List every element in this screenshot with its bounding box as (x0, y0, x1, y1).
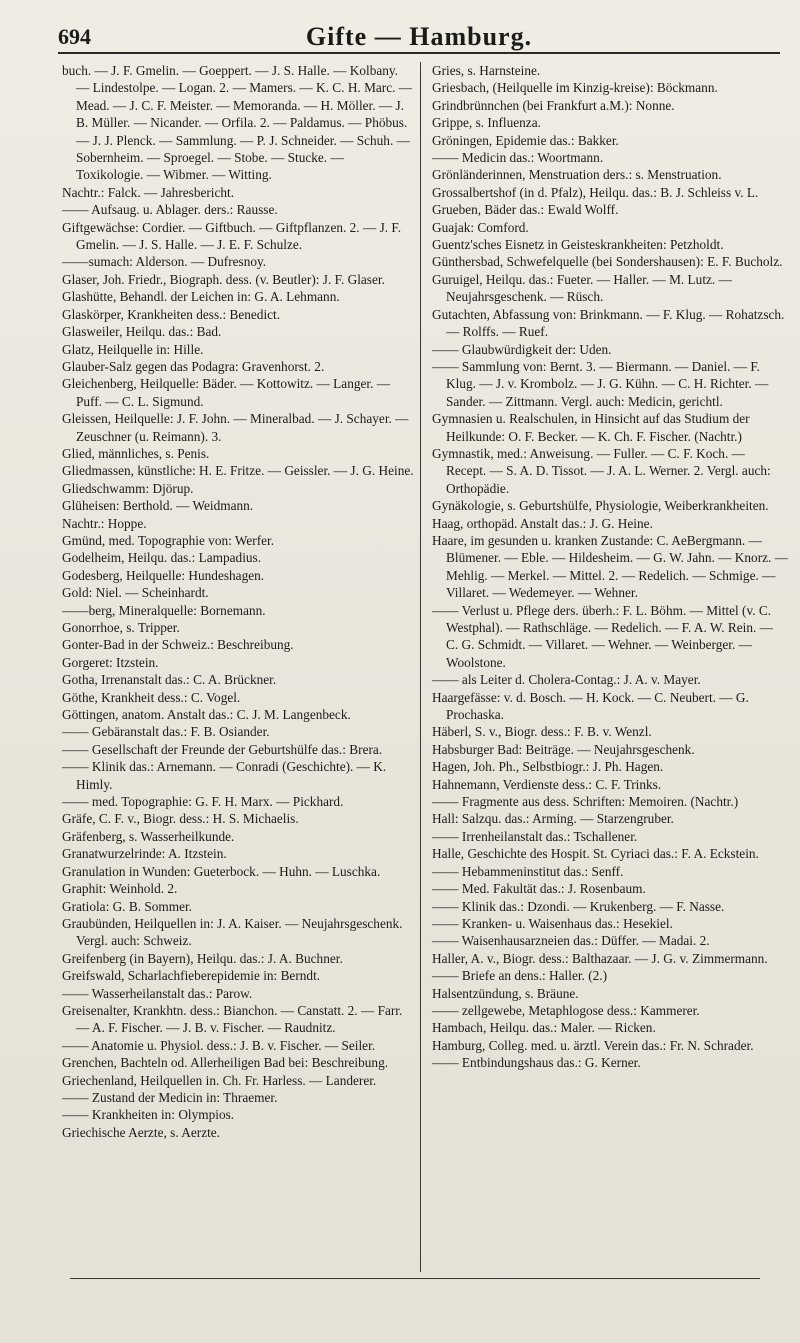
index-entry: Godelheim, Heilqu. das.: Lampadius. (62, 550, 262, 566)
index-entry: Halsentzündung, s. Bräune. (432, 985, 579, 1001)
left-column (62, 62, 414, 1141)
index-entry: —— med. Topographie: G. F. H. Marx. — Pickhard. (62, 794, 344, 810)
index-entry: Gutachten, Abfassung von: Brinkmann. — F. Klug. — Rohatzsch. — Rolffs. — Ruef. (432, 306, 785, 340)
index-entry: Greifenberg (in Bayern), Heilqu. das.: J. A. Buchner. (62, 950, 343, 966)
index-entry: Greifswald, Scharlachfieberepidemie in: Berndt. (62, 968, 321, 984)
index-entry: Gonorrhoe, s. Tripper. (62, 620, 180, 635)
index-entry: Glüheisen: Berthold. — Weidmann. (62, 498, 254, 514)
index-entry: —— Medicin das.: Woortmann. (432, 150, 604, 166)
index-entry: Göttingen, anatom. Anstalt das.: C. J. M. Langenbeck. (62, 707, 351, 723)
page-header (58, 18, 780, 54)
index-entry: Gräfe, C. F. v., Biogr. dess.: H. S. Michaelis. (62, 811, 299, 827)
index-entry: Glasweiler, Heilqu. das.: Bad. (62, 324, 222, 340)
index-entry: Gleichenberg, Heilquelle: Bäder. — Kottowitz. — Langer. — Puff. — C. L. Sigmund. (62, 376, 391, 409)
index-entry: Hambach, Heilqu. das.: Maler. — Ricken. (432, 1020, 656, 1036)
index-entry: —— Gesellschaft der Freunde der Geburtshülfe das.: Brera. (62, 741, 383, 757)
index-entry: —— als Leiter d. Cholera-Contag.: J. A. v. Mayer. (432, 672, 701, 688)
index-entry: Glauber-Salz gegen das Podagra: Gravenhorst. 2. (62, 358, 325, 374)
index-entry: —— Irrenheilanstalt das.: Tschallener. (432, 828, 638, 844)
index-entry: Gynäkologie, s. Geburtshülfe, Physiologie, Weiberkrankheiten. (432, 498, 769, 514)
index-entry: Haller, A. v., Biogr. dess.: Balthazaar. — J. G. v. Zimmermann. (432, 950, 768, 966)
index-entry: —— Waisenhausarzneien das.: Düffer. — Madai. 2. (432, 933, 710, 949)
index-entry: Haag, orthopäd. Anstalt das.: J. G. Heine. (432, 515, 653, 531)
index-entry: —— Med. Fakultät das.: J. Rosenbaum. (432, 881, 646, 897)
index-entry: —— Hebammeninstitut das.: Senff. (432, 863, 624, 879)
index-entry: —— Wasserheilanstalt das.: Parow. (62, 985, 253, 1001)
column-divider (420, 62, 421, 1272)
index-entry: Godesberg, Heilquelle: Hundeshagen. (62, 567, 265, 583)
index-entry: Glashütte, Behandl. der Leichen in: G. A. Lehmann. (62, 289, 340, 305)
index-entry: Nachtr.: Falck. — Jahresbericht. (62, 184, 235, 200)
index-entry: —— Entbindungshaus das.: G. Kerner. (432, 1055, 641, 1071)
index-entry: —— Krankheiten in: Olympios. (62, 1107, 235, 1123)
index-entry: Nachtr.: Hoppe. (62, 515, 147, 531)
index-entry: Gräfenberg, s. Wasserheilkunde. (62, 828, 235, 844)
index-entry: Gleissen, Heilquelle: J. F. John. — Mineralbad. — J. Schayer. — Zeuschner (u. Reimann). 3. (62, 411, 409, 444)
index-entry: Grönländerinnen, Menstruation ders.: s. Menstruation. (432, 167, 722, 183)
index-entry: —— Glaubwürdigkeit der: Uden. (432, 341, 612, 357)
index-entry: Grippe, s. Influenza. (432, 115, 541, 131)
index-entry: Gmünd, med. Topographie von: Werfer. (62, 532, 275, 548)
index-entry: buch. — J. F. Gmelin. — Goeppert. — J. S. Halle. — Kolbany. — Lindestolpe. — Logan. 2. — Mamers. — K. C. H. Marc. — Mead. — J. C. F. Meister. — Memoranda. — H. Möller. — J. B. Müller. — Nicander. — Orfila. 2. — Paldamus. — Phöbus. — J. J. Plenck. — Sammlung. — P. J. Schneider. — Schuh. — Sobernheim. — Sproegel. — Stobe. — Stucke. — Toxikologie. — Wibmer. — Witting. (62, 63, 413, 183)
index-entry: —— Sammlung von: Bernt. 3. — Biermann. — Daniel. — F. Klug. — J. v. Krombolz. — J. G. Kühn. — C. H. Richter. — Sander. — Zittmann. Vergl. auch: Medicin, gerichtl. (432, 358, 769, 409)
index-entry: Giftgewächse: Cordier. — Giftbuch. — Giftpflanzen. 2. — J. F. Gmelin. — J. S. Halle. — J. E. F. Schulze. (62, 219, 402, 253)
index-entry: Glaser, Joh. Friedr., Biograph. dess. (v. Beutler): J. F. Glaser. (62, 271, 385, 287)
index-entry: Habsburger Bad: Beiträge. — Neujahrsgeschenk. (432, 741, 695, 757)
running-head: Gifte — Hamburg. (305, 22, 533, 51)
index-entry: —— Kranken- u. Waisenhaus das.: Hesekiel. (432, 915, 673, 931)
index-entry: Hahnemann, Verdienste dess.: C. F. Trinks. (432, 776, 662, 792)
index-entry: Gries, s. Harnsteine. (432, 63, 541, 78)
index-entry: Guajak: Comford. (432, 219, 529, 235)
index-entry: Gold: Niel. — Scheinhardt. (62, 585, 209, 601)
page-number: 694 (58, 24, 91, 49)
index-entry: Häberl, S. v., Biogr. dess.: F. B. v. Wenzl. (432, 724, 652, 740)
index-entry: Griechische Aerzte, s. Aerzte. (62, 1124, 221, 1140)
index-entry: Gröningen, Epidemie das.: Bakker. (432, 132, 619, 148)
index-entry: Gotha, Irrenanstalt das.: C. A. Brückner. (62, 672, 277, 688)
index-entry: —— Verlust u. Pflege ders. überh.: F. L. Böhm. — Mittel (v. C. Westphal). — Rathschläge. — Redelich. — F. A. W. Rein. — C. G. Schmidt. — Villaret. — Wehner. — Weinberger. — Woolstone. (432, 602, 773, 670)
index-entry: Gliedmassen, künstliche: H. E. Fritze. — Geissler. — J. G. Heine. (62, 463, 414, 479)
index-entry: Gymnastik, med.: Anweisung. — Fuller. — C. F. Koch. — Recept. — S. A. D. Tissot. — J. A. L. Werner. 2. Vergl. auch: Orthopädie. (432, 445, 771, 496)
index-entry: Granulation in Wunden: Gueterbock. — Huhn. — Luschka. (62, 863, 381, 879)
index-entry: ——sumach: Alderson. — Dufresnoy. (62, 254, 267, 270)
index-entry: Halle, Geschichte des Hospit. St. Cyriaci das.: F. A. Eckstein. (432, 846, 759, 862)
index-entry: —— Klinik das.: Arnemann. — Conradi (Geschichte). — K. Himly. (62, 759, 387, 792)
index-entry: Gratiola: G. B. Sommer. (62, 898, 193, 914)
index-entry: —— Briefe an dens.: Haller. (2.) (432, 968, 608, 984)
index-entry: Hall: Salzqu. das.: Arming. — Starzengruber. (432, 811, 674, 827)
index-entry: Hagen, Joh. Ph., Selbstbiogr.: J. Ph. Hagen. (432, 759, 664, 775)
index-entry: ——berg, Mineralquelle: Bornemann. (62, 602, 266, 618)
index-entry: Glaskörper, Krankheiten dess.: Benedict. (62, 306, 281, 322)
index-entry: Gymnasien u. Realschulen, in Hinsicht auf das Studium der Heilkunde: O. F. Becker. — K. Ch. F. Fischer. (Nachtr.) (432, 411, 750, 444)
index-entry: Glatz, Heilquelle in: Hille. (62, 341, 204, 357)
index-entry: Göthe, Krankheit dess.: C. Vogel. (62, 689, 241, 705)
index-entry: Haare, im gesunden u. kranken Zustande: C. AeBergmann. — Blümener. — Eble. — Hildesheim. — G. W. Jahn. — Knorz. — Mehlig. — Merkel. — Mittel. 2. — Redelich. — Schmige. — Villaret. — Wedemeyer. — Wehner. (432, 532, 788, 601)
right-column (432, 62, 788, 1072)
index-entry: —— Zustand der Medicin in: Thraemer. (62, 1089, 278, 1105)
index-entry: Guentz'sches Eisnetz in Geisteskrankheiten: Petzholdt. (432, 237, 724, 253)
index-entry: Hamburg, Colleg. med. u. ärztl. Verein das.: Fr. N. Schrader. (432, 1037, 754, 1053)
index-entry: Grossalbertshof (in d. Pfalz), Heilqu. das.: B. J. Schleiss v. L. (432, 184, 759, 200)
index-entry: Granatwurzelrinde: A. Itzstein. (62, 846, 227, 862)
index-entry: Grindbrünnchen (bei Frankfurt a.M.): Nonne. (432, 97, 675, 113)
index-entry: Graubünden, Heilquellen in: J. A. Kaiser. — Neujahrsgeschenk. Vergl. auch: Schweiz. (62, 915, 403, 949)
index-entry: —— zellgewebe, Metaphlogose dess.: Kammerer. (432, 1002, 700, 1018)
index-entry: Gorgeret: Itzstein. (62, 654, 159, 670)
index-entry: —— Fragmente aus dess. Schriften: Memoiren. (Nachtr.) (432, 794, 739, 810)
index-entry: Greisenalter, Krankhtn. dess.: Bianchon. — Canstatt. 2. — Farr. — A. F. Fischer. — J. B. v. Fischer. — Raudnitz. (62, 1002, 403, 1036)
index-entry: Günthersbad, Schwefelquelle (bei Sondershausen): E. F. Bucholz. (432, 254, 783, 270)
index-entry: Grenchen, Bachteln od. Allerheiligen Bad bei: Beschreibung. (62, 1055, 389, 1071)
index-entry: —— Aufsaug. u. Ablager. ders.: Rausse. (62, 202, 278, 218)
index-entry: Gliedschwamm: Djörup. (62, 480, 194, 496)
index-entry: Glied, männliches, s. Penis. (62, 445, 210, 461)
index-entry: Graphit: Weinhold. 2. (62, 881, 178, 897)
index-entry: Guruigel, Heilqu. das.: Fueter. — Haller. — M. Lutz. — Neujahrsgeschenk. — Rüsch. (432, 271, 732, 305)
index-entry: Gonter-Bad in der Schweiz.: Beschreibung. (62, 637, 294, 653)
index-entry: Grueben, Bäder das.: Ewald Wolff. (432, 202, 619, 218)
index-entry: Griechenland, Heilquellen in. Ch. Fr. Harless. — Landerer. (62, 1072, 377, 1088)
index-entry: —— Klinik das.: Dzondi. — Krukenberg. — F. Nasse. (432, 898, 725, 914)
index-entry: Haargefässe: v. d. Bosch. — H. Kock. — C. Neubert. — G. Prochaska. (432, 689, 749, 723)
index-entry: Griesbach, (Heilquelle im Kinzig-kreise): Böckmann. (432, 80, 718, 96)
index-entry: —— Anatomie u. Physiol. dess.: J. B. v. Fischer. — Seiler. (62, 1037, 376, 1053)
index-entry: —— Gebäranstalt das.: F. B. Osiander. (62, 724, 270, 740)
bottom-rule (70, 1278, 760, 1279)
